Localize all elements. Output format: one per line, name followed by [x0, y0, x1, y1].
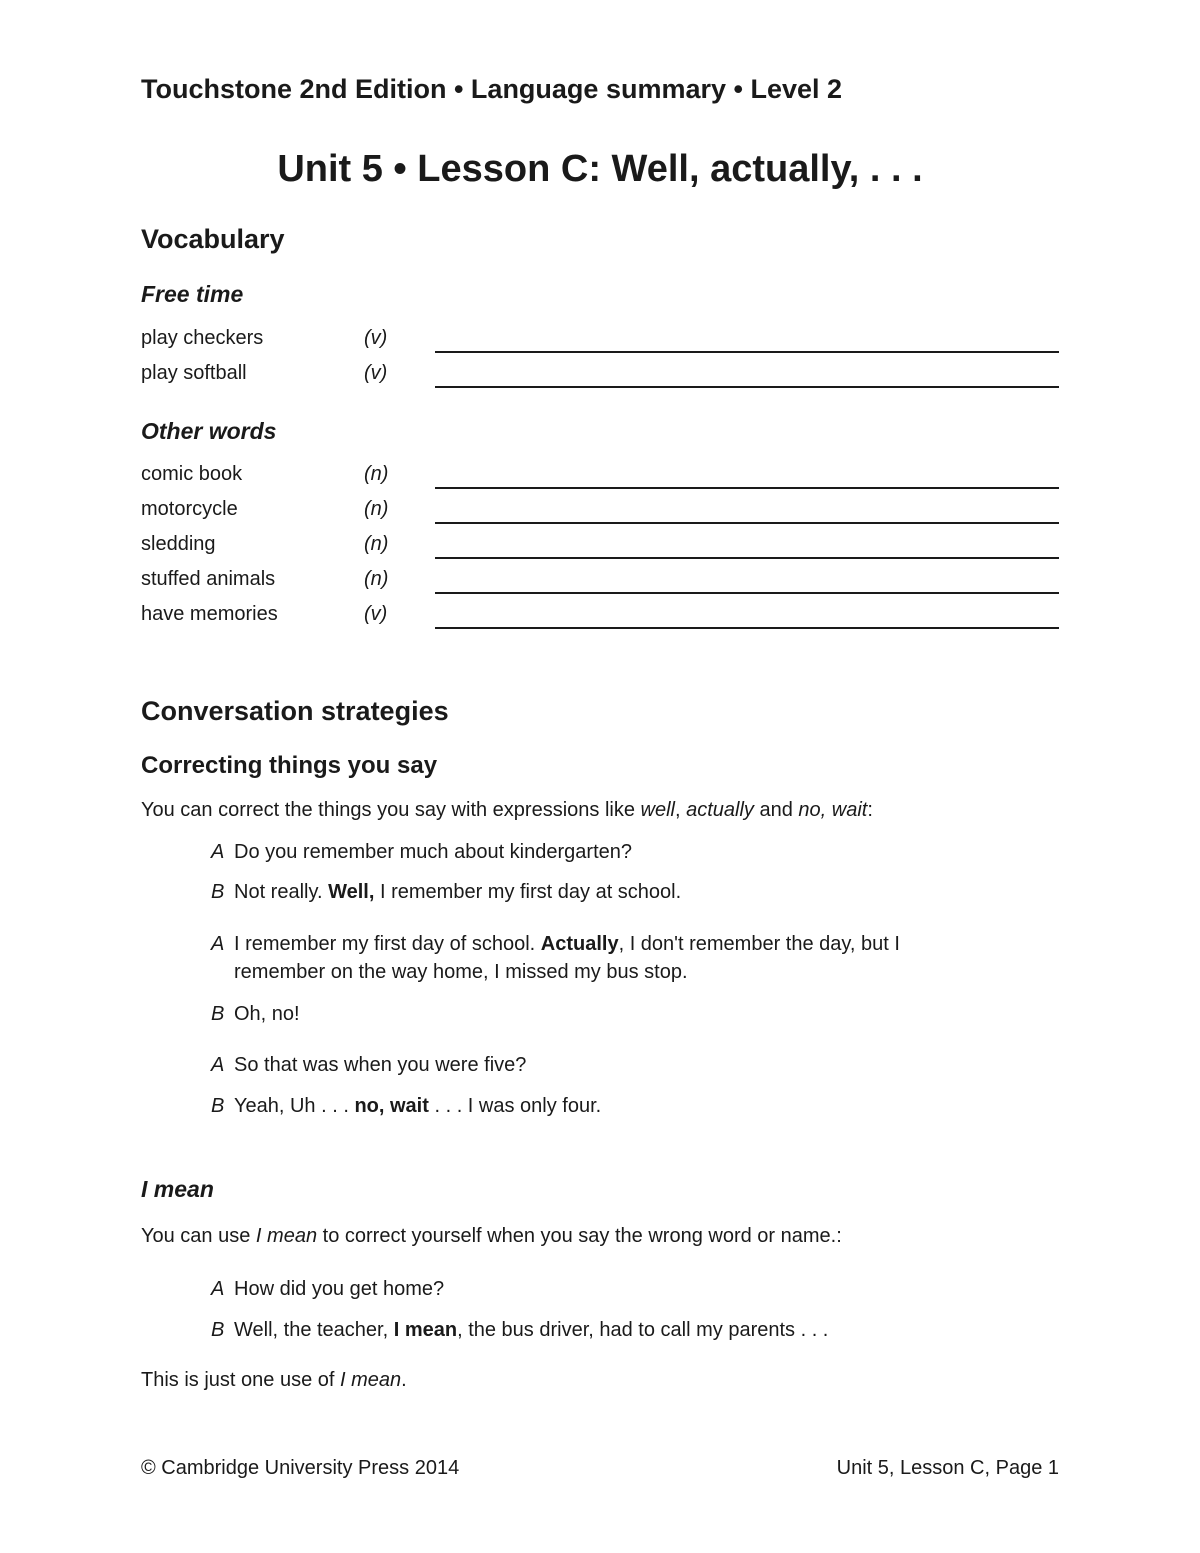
part-of-speech: (n)	[364, 568, 389, 590]
part-of-speech: (v)	[364, 362, 388, 384]
vocab-row	[141, 362, 1059, 397]
footer-copyright: © Cambridge University Press 2014	[141, 1457, 460, 1479]
vocab-term: comic book	[141, 463, 243, 485]
part-of-speech: (v)	[364, 327, 388, 349]
vocab-row	[141, 603, 1059, 638]
dialogue-text: Well, the teacher, I mean, the bus driver, had to call my parents . . .	[234, 1319, 829, 1341]
vocab-row	[141, 498, 1059, 533]
answer-line	[435, 627, 1059, 629]
vocab-row	[141, 463, 1059, 498]
speaker-label: A	[211, 1278, 225, 1300]
vocabulary-heading: Vocabulary	[141, 224, 285, 254]
dialogue-text: How did you get home?	[234, 1278, 445, 1300]
footer-page-info: Unit 5, Lesson C, Page 1	[836, 1457, 1059, 1479]
speaker-label: B	[211, 881, 225, 903]
speaker-label: B	[211, 1003, 225, 1025]
correcting-intro: You can correct the things you say with expressions like well, actually and no, wait:	[141, 799, 873, 821]
answer-line	[435, 351, 1059, 353]
vocab-term: play softball	[141, 362, 247, 384]
document-page	[141, 0, 1059, 1553]
vocab-row	[141, 327, 1059, 362]
i-mean-heading: I mean	[141, 1176, 214, 1202]
vocab-term: sledding	[141, 533, 216, 555]
dialogue-text: Oh, no!	[234, 1003, 300, 1025]
vocab-term: stuffed animals	[141, 568, 276, 590]
document-header: Touchstone 2nd Edition • Language summary • Level 2	[141, 74, 843, 104]
vocab-term: motorcycle	[141, 498, 238, 520]
speaker-label: B	[211, 1095, 225, 1117]
dialogue-text: So that was when you were five?	[234, 1054, 527, 1076]
dialogue-text: Yeah, Uh . . . no, wait . . . I was only four.	[234, 1095, 602, 1117]
dialogue-text: Not really. Well, I remember my first day at school.	[234, 881, 682, 903]
answer-line	[435, 386, 1059, 388]
part-of-speech: (n)	[364, 533, 389, 555]
speaker-label: A	[211, 933, 225, 955]
other-words-heading: Other words	[141, 418, 277, 444]
part-of-speech: (n)	[364, 498, 389, 520]
free-time-heading: Free time	[141, 281, 244, 307]
i-mean-intro: You can use I mean to correct yourself when you say the wrong word or name.:	[141, 1225, 842, 1247]
part-of-speech: (v)	[364, 603, 388, 625]
answer-line	[435, 487, 1059, 489]
dialogue-text: Do you remember much about kindergarten?	[234, 841, 632, 863]
part-of-speech: (n)	[364, 463, 389, 485]
vocab-row	[141, 533, 1059, 568]
speaker-label: A	[211, 1054, 225, 1076]
vocab-row	[141, 568, 1059, 603]
vocab-term: have memories	[141, 603, 278, 625]
speaker-label: A	[211, 841, 225, 863]
vocab-term: play checkers	[141, 327, 264, 349]
answer-line	[435, 592, 1059, 594]
dialogue-text: I remember my first day of school. Actually, I don't remember the day, but I remember on the way home, I missed my bus stop.	[234, 933, 900, 983]
lesson-title: Unit 5 • Lesson C: Well, actually, . . .	[277, 148, 923, 190]
i-mean-closing: This is just one use of I mean.	[141, 1369, 407, 1391]
speaker-label: B	[211, 1319, 225, 1341]
answer-line	[435, 557, 1059, 559]
correcting-heading: Correcting things you say	[141, 752, 438, 779]
answer-line	[435, 522, 1059, 524]
conversation-strategies-heading: Conversation strategies	[141, 696, 449, 726]
